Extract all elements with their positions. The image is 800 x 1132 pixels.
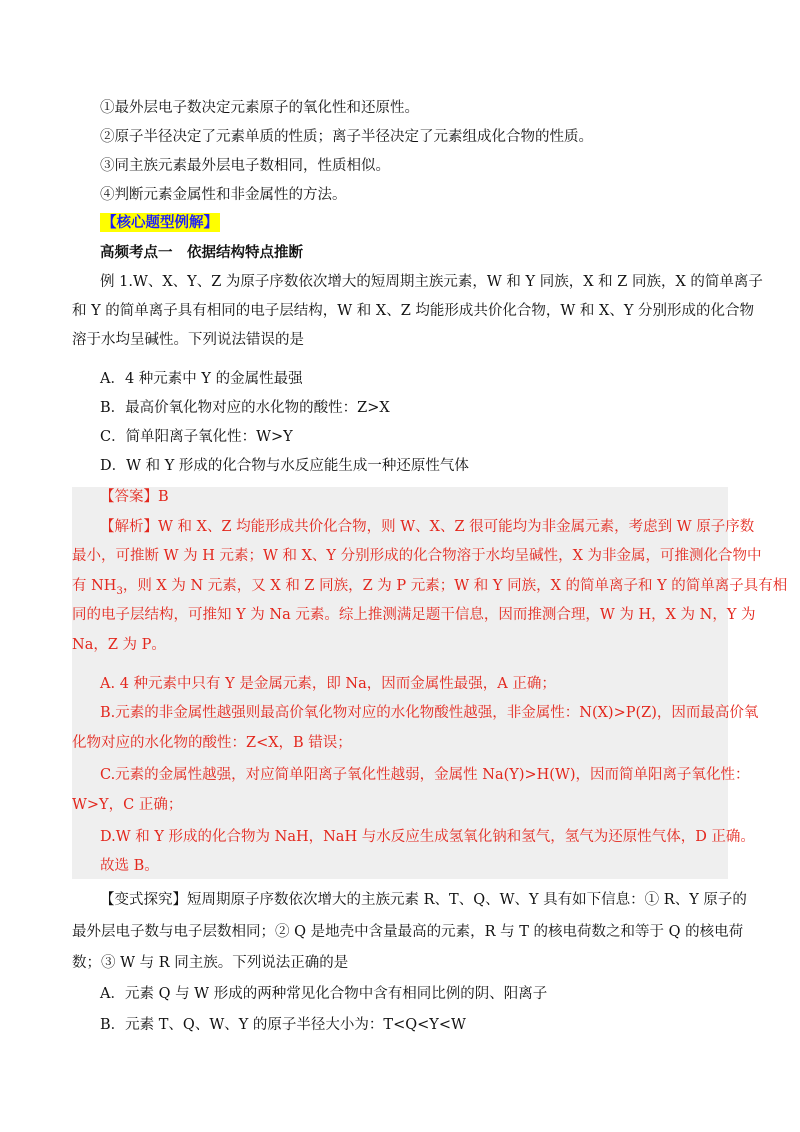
example-option-d: D．W 和 Y 形成的化合物与水反应能生成一种还原性气体: [100, 458, 469, 474]
detail-a: A. 4 种元素中只有 Y 是金属元素，即 Na，因而金属性最强，A 正确；: [100, 676, 556, 692]
variant-option-b: B．元素 T、Q、W、Y 的原子半径大小为：T<Q<Y<W: [100, 1017, 466, 1033]
conclusion: 故选 B。: [100, 858, 159, 874]
detail-c-2: W>Y，C 正确；: [72, 797, 183, 813]
point-2: ②原子半径决定了元素单质的性质；离子半径决定了元素组成化合物的性质。: [100, 129, 593, 145]
variant-line-2: 最外层电子数与电子层数相同；② Q 是地壳中含量最高的元素，R 与 T 的核电荷数之和等于 Q 的核电荷: [72, 924, 744, 940]
topic-title: 高频考点一 依据结构特点推断: [100, 244, 303, 261]
example-line-2: 和 Y 的简单离子具有相同的电子层结构，W 和 X、Z 均能形成共价化合物，W 和 X、Y 分别形成的化合物: [72, 303, 755, 319]
example-option-b: B．最高价氧化物对应的水化物的酸性：Z>X: [100, 400, 390, 416]
variant-line-3: 数；③ W 与 R 同主族。下列说法正确的是: [72, 955, 349, 971]
analysis-line-3: [72, 576, 787, 596]
analysis-line-2: 最小，可推断 W 为 H 元素；W 和 X、Y 分别形成的化合物溶于水均呈碱性，X 为非金属，可推测化合物中: [72, 548, 762, 564]
variant-option-a: A．元素 Q 与 W 形成的两种常见化合物中含有相同比例的阴、阳离子: [100, 986, 548, 1002]
variant-line-1: 【变式探究】短周期原子序数依次增大的主族元素 R、T、Q、W、Y 具有如下信息：① R、Y 原子的: [100, 892, 747, 908]
point-4: ④判断元素金属性和非金属性的方法。: [100, 187, 347, 203]
point-1: ①最外层电子数决定元素原子的氧化性和还原性。: [100, 100, 419, 116]
example-line-1: 例 1.W、X、Y、Z 为原子序数依次增大的短周期主族元素，W 和 Y 同族，X 和 Z 同族，X 的简单离子: [100, 274, 763, 290]
analysis-line-1: 【解析】W 和 X、Z 均能形成共价化合物，则 W、X、Z 很可能均为非金属元素，考虑到 W 原子序数: [100, 519, 755, 535]
example-option-a: A．4 种元素中 Y 的金属性最强: [100, 371, 303, 387]
section-title: [100, 213, 220, 233]
analysis-line-4: 同的电子层结构，可推知 Y 为 Na 元素。综上推测满足题干信息，因而推测合理，W 为 H，X 为 N，Y 为: [72, 607, 756, 623]
detail-b-2: 化物对应的水化物的酸性：Z<X，B 错误；: [72, 735, 352, 751]
answer-line: 【答案】B: [100, 489, 169, 505]
detail-d: D.W 和 Y 形成的化合物为 NaH，NaH 与水反应生成氢氧化钠和氢气，氢气为还原性气体，D 正确。: [100, 829, 755, 845]
analysis-subscript: 3: [116, 585, 123, 597]
analysis-line-3-part-1: 有 NH: [72, 578, 117, 594]
point-3: ③同主族元素最外层电子数相同，性质相似。: [100, 158, 390, 174]
analysis-line-5: Na，Z 为 P。: [72, 637, 166, 653]
section-title-highlight: 【核心题型例解】: [102, 214, 218, 231]
example-option-c: C．简单阳离子氧化性：W>Y: [100, 429, 293, 445]
detail-c-1: C.元素的金属性越强，对应简单阳离子氧化性越弱，金属性 Na(Y)>H(W)，因而简单阳离子氧化性：: [100, 767, 750, 783]
example-line-3: 溶于水均呈碱性。下列说法错误的是: [72, 332, 304, 348]
analysis-line-3-part-2: ，则 X 为 N 元素，又 X 和 Z 同族，Z 为 P 元素；W 和 Y 同族，X 的简单离子和 Y 的简单离子具有相: [122, 578, 788, 594]
detail-b-1: B.元素的非金属性越强则最高价氧化物对应的水化物酸性越强，非金属性：N(X)>P(Z)，因而最高价氧: [100, 705, 759, 721]
